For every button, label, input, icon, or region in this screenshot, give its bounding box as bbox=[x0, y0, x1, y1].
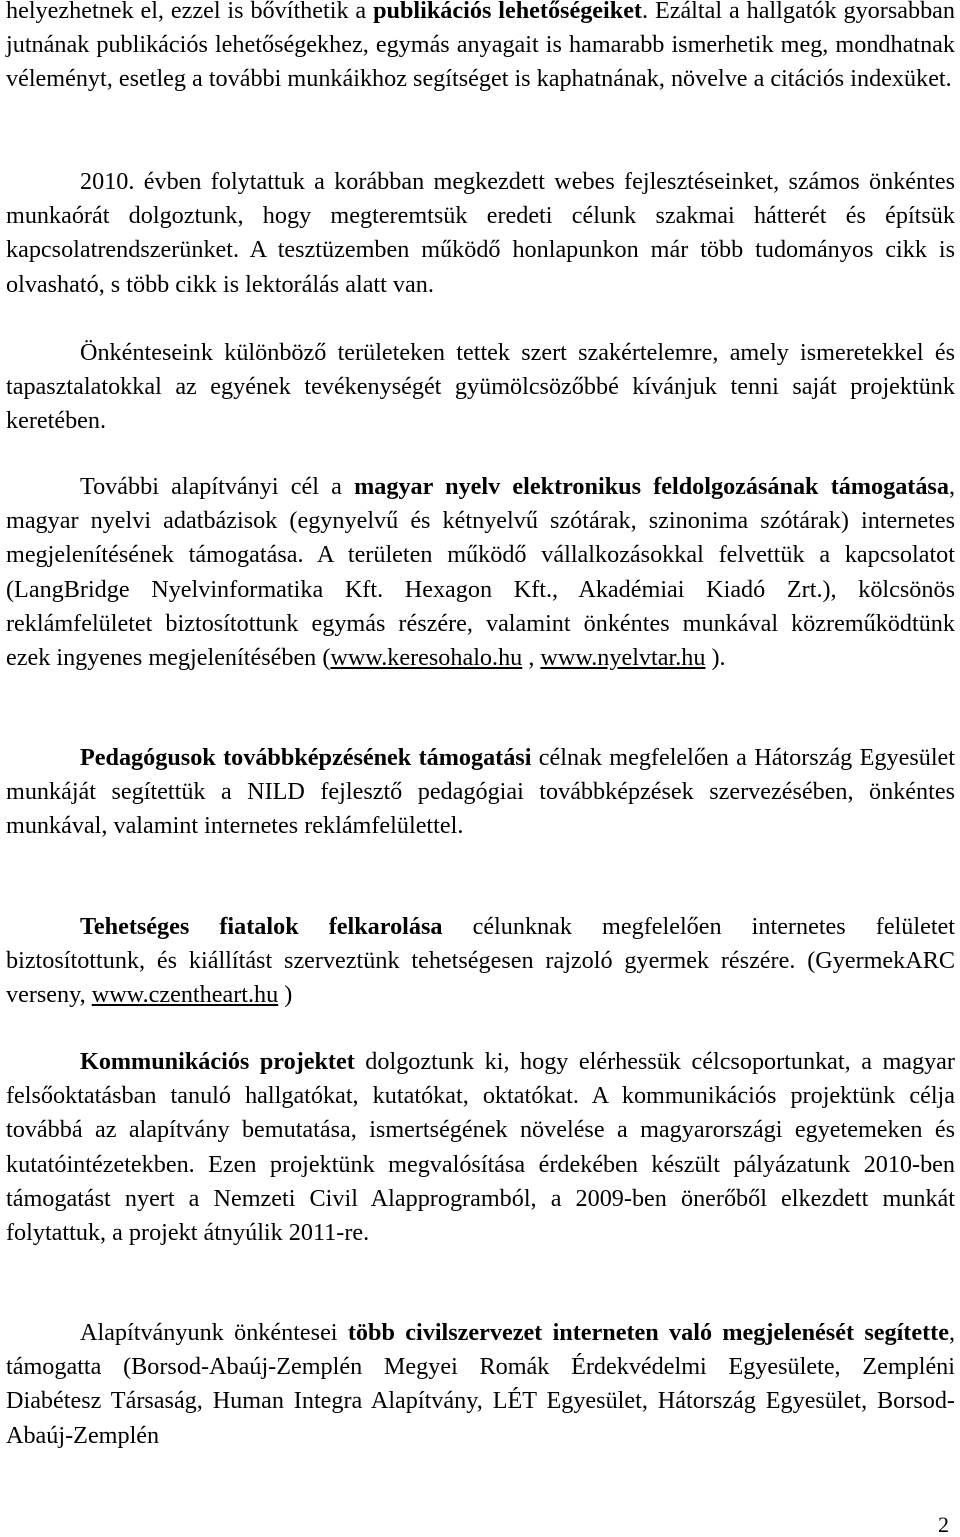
text-run: ) bbox=[278, 981, 293, 1009]
text-run: dolgoztunk ki, hogy elérhessük célcsoportunkat, a magyar felsőoktatásban tanuló hallgatókat, kutatókat, oktatókat. A kommunikációs projektünk célja továbbá az alapítvány bemutatása, ismertségének növelése a magyarországi egyetemeken és kutatóintézetekben. Ezen projektünk megvalósítása érdekében készült pályázatunk 2010-ben támogatást nyert a Nemzeti Civil Alapprogramból, a 2009-ben önerőből elkezdett munkát folytattuk, a projekt átnyúlik 2011-re. bbox=[6, 1048, 955, 1247]
paragraph-language-processing bbox=[6, 470, 955, 675]
paragraph-civil-organizations bbox=[6, 1316, 955, 1453]
bold-phrase: Kommunikációs projektet bbox=[80, 1048, 355, 1075]
paragraph-communication-project bbox=[6, 1045, 955, 1250]
text-run: helyezhetnek el, ezzel is bővíthetik a bbox=[6, 0, 374, 24]
text-run: További alapítványi cél a bbox=[80, 473, 355, 500]
bold-phrase: több civilszervezet interneten való megjelenését segítette bbox=[347, 1319, 949, 1346]
text-run: célunknak megfelelően internetes felületet biztosítottunk, és kiállítást szerveztünk tehetségesen rajzoló gyermek részére. (GyermekARC verseny, bbox=[6, 913, 955, 1009]
paragraph-publications bbox=[6, 0, 955, 97]
paragraph-volunteers: Önkénteseink különböző területeken tettek szert szakértelemre, amely ismeretekkel és tapasztalatokkal az egyének tevékenységét gyümölcsözőbbé kívánjuk tenni saját projektünk keretében. bbox=[6, 339, 955, 435]
text-run: , magyar nyelvi adatbázisok (egynyelvű és kétnyelvű szótárak, szinonima szótárak) internetes megjelenítésének támogatása. A területen működő vállalkozásokkal felvettük a kapcsolatot (LangBridge Nyelvinformatika Kft. Hexagon Kft., Akadémiai Kiadó Zrt.), kölcsönös reklámfelületet biztosítottunk egymás részére, valamint önkéntes munkával közreműködtünk ezek ingyenes megjelenítésében ( bbox=[6, 473, 955, 672]
text-run: Alapítványunk önkéntesei bbox=[80, 1319, 348, 1346]
bold-phrase: Pedagógusok továbbképzésének támogatási bbox=[80, 744, 532, 771]
paragraph-talented-youth bbox=[6, 910, 955, 1013]
text-run: . Ezáltal a hallgatók gyorsabban jutnának publikációs lehetőségekhez, egymás anyagait is hamarabb ismerhetik meg, mondhatnak véleményt, esetleg a további munkáikhoz segítséget is kaphatnának, növelve a citációs indexüket. bbox=[6, 0, 955, 93]
link-czentheart[interactable]: www.czentheart.hu bbox=[91, 981, 279, 1009]
bold-phrase: magyar nyelv elektronikus feldolgozásának támogatása bbox=[354, 473, 949, 500]
text-run: ). bbox=[705, 644, 726, 672]
link-nyelvtar[interactable]: www.nyelvtar.hu bbox=[540, 644, 706, 672]
link-keresohalo[interactable]: www.keresohalo.hu bbox=[330, 644, 523, 672]
bold-phrase: publikációs lehetőségeiket bbox=[373, 0, 642, 24]
paragraph-teacher-training bbox=[6, 741, 955, 844]
page-number: 2 bbox=[938, 1512, 949, 1537]
bold-phrase: Tehetséges fiatalok felkarolása bbox=[80, 913, 443, 940]
text-run: célnak megfelelően a Hátország Egyesület munkáját segítettük a NILD fejlesztő pedagógiai továbbképzések szervezésében, önkéntes munkával, valamint internetes reklámfelülettel. bbox=[6, 744, 956, 840]
paragraph-web-development: 2010. évben folytattuk a korábban megkezdett webes fejlesztéseinket, számos önkéntes munkaórát dolgoztunk, hogy megteremtsük eredeti célunk szakmai hátterét és építsük kapcsolatrendszerünket. A tesztüzemben működő honlapunkon már több tudományos cikk is olvasható, s több cikk is lektorálás alatt van. bbox=[6, 168, 955, 298]
text-run: , támogatta (Borsod-Abaúj-Zemplén Megyei Romák Érdekvédelmi Egyesülete, Zempléni Diabétesz Társaság, Human Integra Alapítvány, LÉT Egyesület, Hátország Egyesület, Borsod-Abaúj-Zemplén bbox=[6, 1319, 955, 1449]
text-run: , bbox=[522, 644, 541, 672]
